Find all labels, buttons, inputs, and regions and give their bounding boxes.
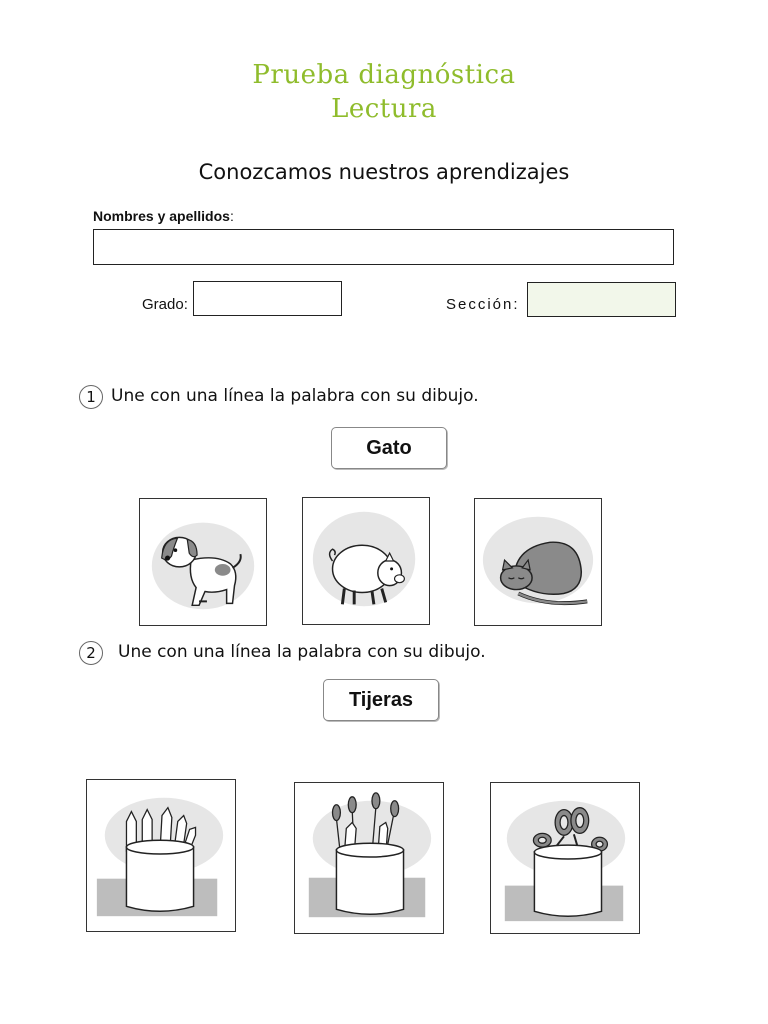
cat-picture[interactable]: [474, 498, 602, 626]
scissors-cup-picture[interactable]: [490, 782, 640, 934]
grade-field[interactable]: [193, 281, 342, 316]
pig-picture[interactable]: [302, 497, 430, 625]
names-label-group: [93, 208, 234, 224]
brush-cup-icon: [295, 783, 443, 933]
brush-cup-picture[interactable]: [294, 782, 444, 934]
dog-picture[interactable]: [139, 498, 267, 626]
question-1-instruction: Une con una línea la palabra con su dibujo.: [111, 386, 479, 406]
dog-icon: [140, 499, 266, 625]
question-2-instruction: Une con una línea la palabra con su dibujo.: [118, 642, 486, 662]
names-field[interactable]: [93, 229, 674, 265]
subtitle: Conozcamos nuestros aprendizajes: [198, 160, 570, 184]
pig-icon: [303, 498, 429, 624]
grade-label: Grado:: [142, 296, 188, 313]
pencil-cup-icon: [87, 780, 235, 931]
title-line-1: Prueba diagnóstica: [252, 60, 516, 90]
section-field[interactable]: [527, 282, 676, 317]
question-2-word: Tijeras: [323, 679, 439, 721]
question-1-number: 1: [79, 385, 103, 409]
title-line-2: Lectura: [331, 94, 437, 124]
pencil-cup-picture[interactable]: [86, 779, 236, 932]
section-label: Sección:: [446, 296, 520, 313]
names-colon: :: [229, 208, 234, 224]
names-label: Nombres y apellidos: [93, 208, 230, 224]
scissors-cup-icon: [491, 783, 639, 933]
question-2-number: 2: [79, 641, 103, 665]
cat-icon: [475, 499, 601, 625]
question-1-word: Gato: [331, 427, 447, 469]
